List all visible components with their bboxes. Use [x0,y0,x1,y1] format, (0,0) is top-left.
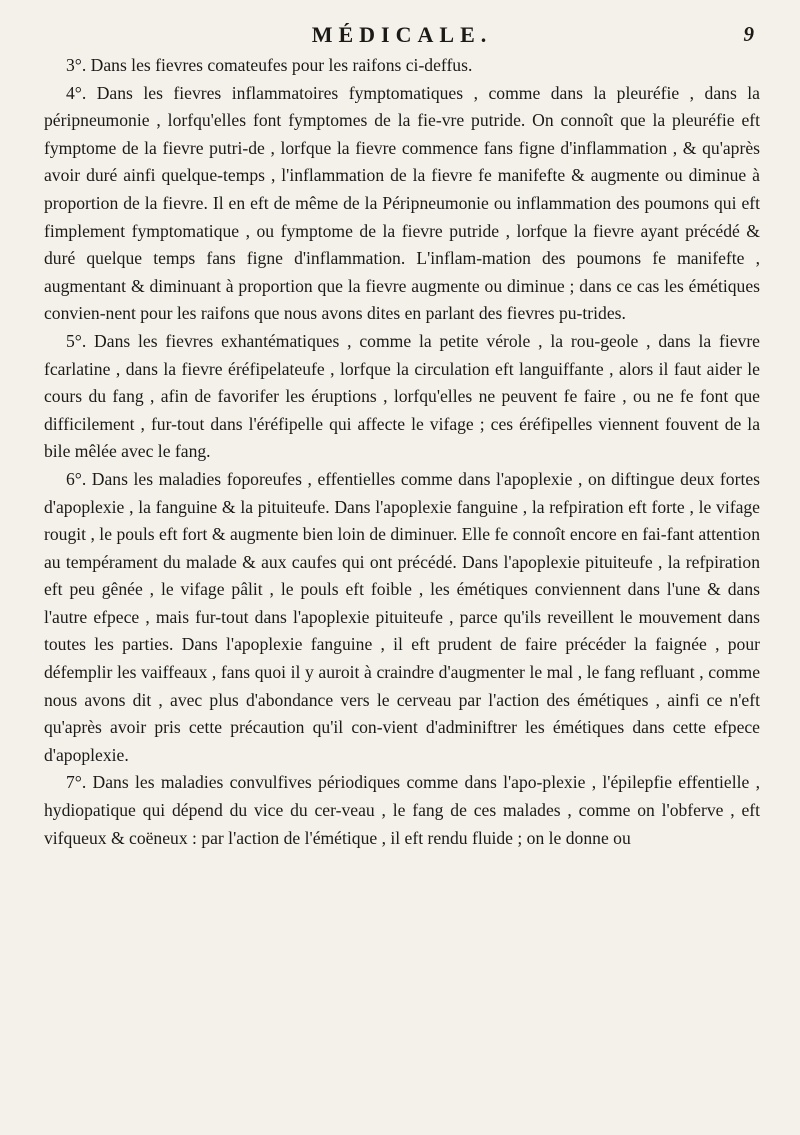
paragraph-3: 3°. Dans les fievres comateufes pour les raifons ci-deffus. [66,55,473,75]
paragraph-7: 7°. Dans les maladies convulfives périodiques comme dans l'apo-plexie , l'épilepfie effentielle , hydiopatique qui dépend du vice du cer-veau , le fang de ces malades , comme on l'obferve , eft vifqueux & coëneux : par l'action de l'émétique , il eft rendu fluide ; on le donne ou [44,772,760,848]
paragraph-4: 4°. Dans les fievres inflammatoires fymptomatiques , comme dans la pleuréfie , dans la péripneumonie , lorfqu'elles font fymptomes de la fie-vre putride. On connoît que la pleuréfie eft fymptome de la fievre putri-de , lorfque la fievre commence fans figne d'inflammation , & qu'après avoir duré ainfi quelque-temps , l'inflammation de la fievre fe manifefte & augmente ou diminue à proportion de la fievre. Il en eft de même de la Péripneumonie ou inflammation des poumons qui eft fimplement fymptomatique , ou fymptome de la fievre putride , lorfque la fievre ayant précédé & duré quelque temps fans figne d'inflammation. L'inflam-mation des poumons fe manifefte , augmentant & diminuant à proportion que la fievre augmente ou diminue ; dans ce cas les émétiques convien-nent pour les raifons que nous avons dites en parlant des fievres pu-trides. [44,82,760,324]
page-header-title: MÉDICALE. [311,22,493,47]
page-number: 9 [743,22,754,46]
paragraph-6: 6°. Dans les maladies foporeufes , effentielles comme dans l'apoplexie , on diftingue deux fortes d'apoplexie , la fanguine & la pituiteufe. Dans l'apoplexie fanguine , la refpiration eft forte , le vifage rougit , le pouls eft fort & augmente bien loin de diminuer. Elle fe connoît encore en fai-fant attention au tempérament du malade & aux caufes qui ont précédé. Dans l'apoplexie pituiteufe , la refpiration eft peu gênée , le vifage pâlit , le pouls eft foible , les émétiques conviennent dans l'une & dans l'autre efpece , mais fur-tout dans l'apoplexie pituiteufe , parce qu'ils reveillent le mouvement dans toutes les parties. Dans l'apoplexie fanguine , il eft prudent de faire précéder la faignée , pour défemplir les vaiffeaux , fans quoi il y auroit à craindre d'augmenter le mal , le fang refluant , comme nous avons dit , avec plus d'abondance vers le cerveau par l'action des émétiques , ainfi ce n'eft qu'après avoir pris cette précaution qu'il con-vient d'adminiftrer les émétiques dans cette efpece d'apoplexie. [44,468,760,765]
paragraph-5: 5°. Dans les fievres exhantématiques , comme la petite vérole , la rou-geole , dans la fievre fcarlatine , dans la fievre éréfipelateufe , lorfque la circulation eft languiffante , alors il faut aider le cours du fang , afin de favorifer les éruptions , lorfqu'elles ne peuvent fe faire , ou ne fe font que difficilement , fur-tout dans l'éréfipelle qui affecte le vifage ; ces éréfipelles viennent fouvent de la bile mêlée avec le fang. [44,330,760,462]
running-head [44,18,760,52]
body-text [44,52,760,852]
